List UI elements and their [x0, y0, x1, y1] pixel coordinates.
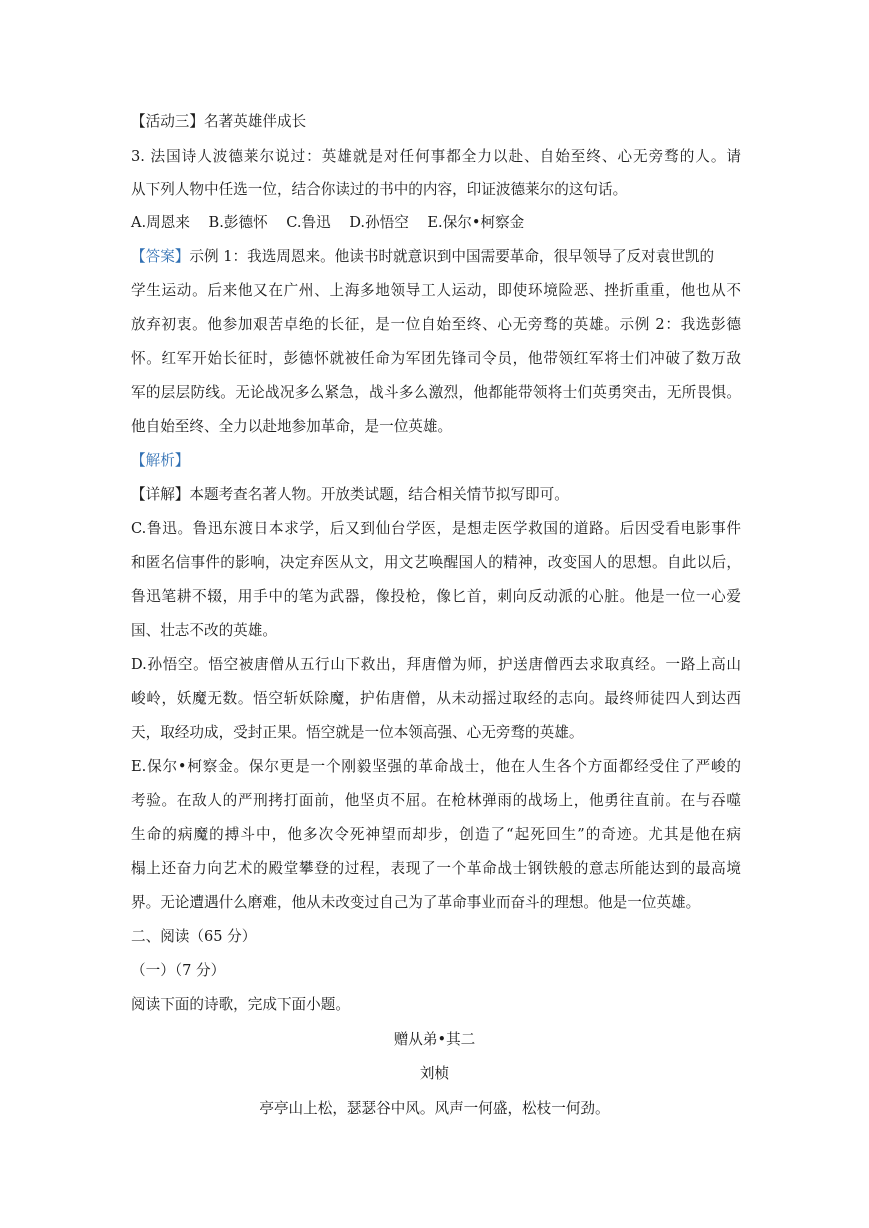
analysis-tag: 【解析】	[131, 452, 190, 469]
paragraph-c-line: 国、壮志不改的英雄。	[131, 622, 277, 639]
answer-line: 学生运动。后来他又在广州、上海多地领导工人运动，即使环境险恶、挫折重重，他也从不	[131, 282, 741, 299]
paragraph-c-line: 和匿名信事件的影响，决定弃医从文，用文艺唤醒国人的精神，改变国人的思想。自此以后，	[131, 554, 741, 571]
paragraph-e-line: 榻上还奋力向艺术的殿堂攀登的过程，表现了一个革命战士钢铁般的意志所能达到的最高境	[131, 860, 741, 877]
paragraph-d-line: 天，取经功成，受封正果。悟空就是一位本领高强、心无旁骛的英雄。	[131, 724, 584, 741]
answer-line: 怀。红军开始长征时，彭德怀就被任命为军团先锋司令员，他带领红军将士们冲破了数万敌	[131, 350, 741, 367]
question-line: 从下列人物中任选一位，结合你读过的书中的内容，印证波德莱尔的这句话。	[131, 181, 628, 198]
answer-line: 军的层层防线。无论战况多么紧急，战斗多么激烈，他都能带领将士们英勇突击，无所畏惧。	[131, 384, 741, 401]
subsection-heading: （一）（7 分）	[131, 962, 226, 979]
answer-tag: 【答案】	[131, 248, 190, 265]
answer-text: 示例 1：我选周恩来。他读书时就意识到中国需要革命，很早领导了反对袁世凯的	[189, 248, 715, 265]
paragraph-c-line: 鲁迅笔耕不辍，用手中的笔为武器，像投枪，像匕首，刺向反动派的心脏。他是一位一心爱	[131, 588, 741, 605]
answer-line: 他自始至终、全力以赴地参加革命，是一位英雄。	[131, 418, 453, 435]
section-heading: 二、阅读（65 分）	[131, 928, 257, 945]
reading-instruction: 阅读下面的诗歌，完成下面小题。	[131, 996, 350, 1013]
paragraph-e-line: 生命的病魔的搏斗中，他多次令死神望而却步，创造了“起死回生”的奇迹。尤其是他在病	[131, 826, 741, 843]
paragraph-c-line: C.鲁迅。鲁迅东渡日本求学，后又到仙台学医，是想走医学救国的道路。后因受看电影事件	[131, 520, 741, 537]
activity-heading: 【活动三】名著英雄伴成长	[131, 113, 307, 130]
poem-author: 刘桢	[419, 1065, 450, 1082]
question-line: 3. 法国诗人波德莱尔说过：英雄就是对任何事都全力以赴、自始至终、心无旁骛的人。请	[131, 148, 741, 165]
paragraph-e-line: 界。无论遭遇什么磨难，他从未改变过自己为了革命事业而奋斗的理想。他是一位英雄。	[131, 894, 701, 911]
paragraph-d-line: 峻岭，妖魔无数。悟空斩妖除魔，护佑唐僧，从未动摇过取经的志向。最终师徒四人到达西	[131, 690, 741, 707]
poem-line: 亭亭山上松，瑟瑟谷中风。风声一何盛，松枝一何劲。	[259, 1100, 610, 1117]
poem-title: 赠从弟•其二	[393, 1031, 476, 1048]
paragraph-d-line: D.孙悟空。悟空被唐僧从五行山下救出，拜唐僧为师，护送唐僧西去求取真经。一路上高山	[131, 656, 741, 673]
question-options: A.周恩来 B.彭德怀 C.鲁迅 D.孙悟空 E.保尔•柯察金	[131, 214, 525, 231]
paragraph-e-line: E.保尔•柯察金。保尔更是一个刚毅坚强的革命战士，他在人生各个方面都经受住了严峻的	[131, 758, 741, 775]
detail-line: 【详解】本题考查名著人物。开放类试题，结合相关情节拟写即可。	[131, 486, 569, 503]
paragraph-e-line: 考验。在敌人的严刑拷打面前，他坚贞不屈。在枪林弹雨的战场上，他勇往直前。在与吞噬	[131, 792, 741, 809]
answer-first-line	[131, 247, 741, 267]
answer-line: 放弃初衷。他参加艰苦卓绝的长征，是一位自始至终、心无旁骛的英雄。示例 2：我选彭德	[131, 316, 741, 333]
